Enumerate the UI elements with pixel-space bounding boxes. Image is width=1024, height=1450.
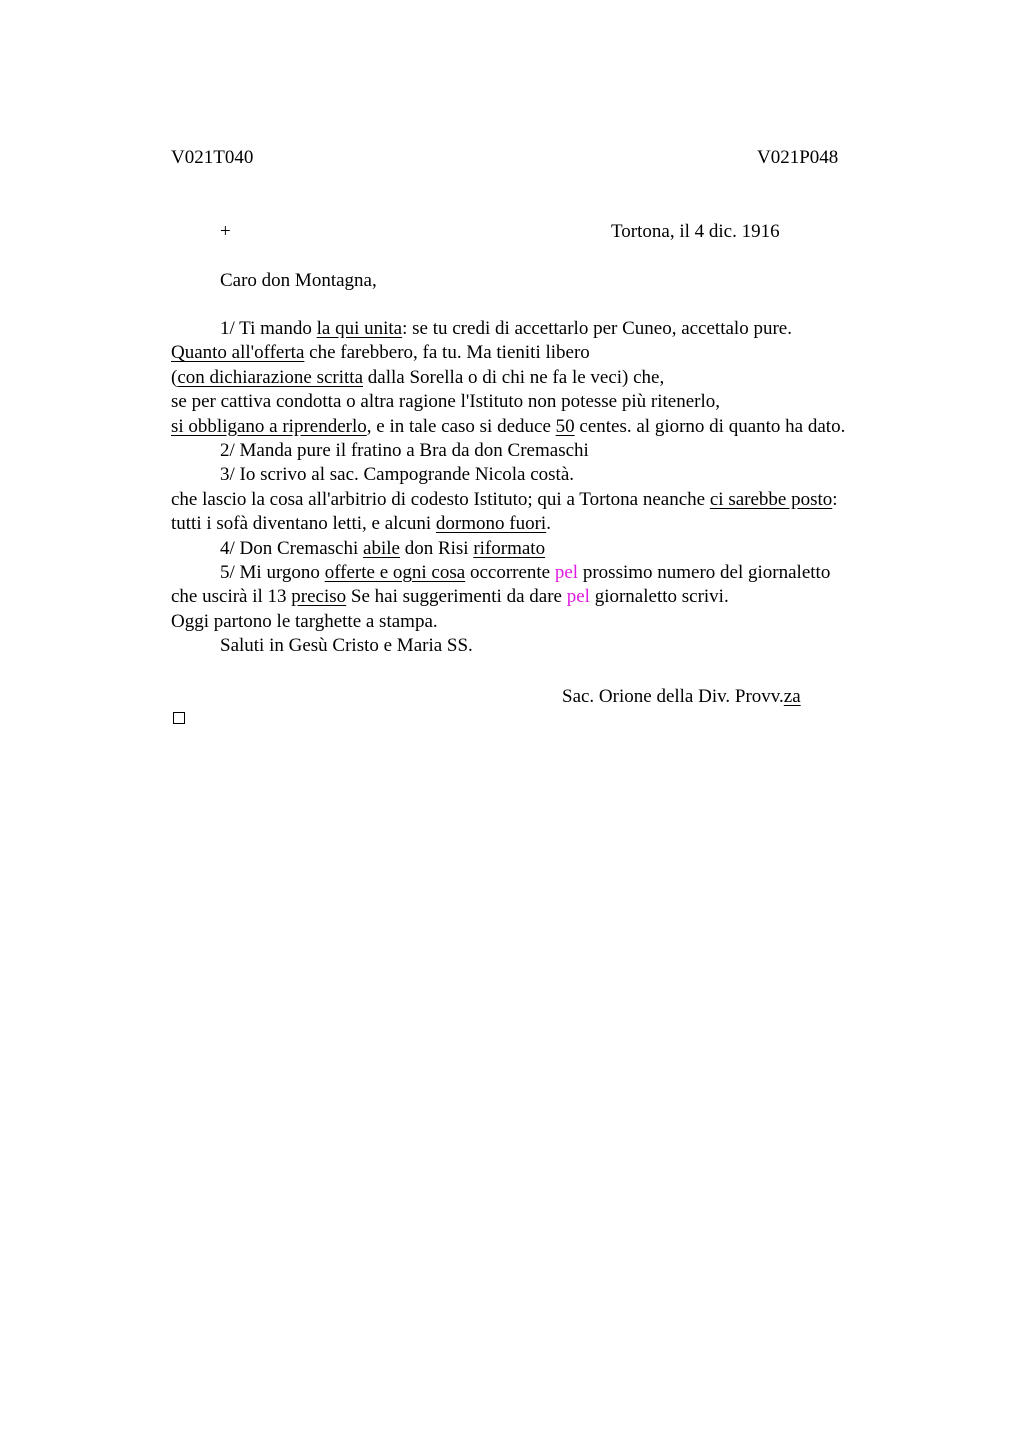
line-text: occorrente bbox=[465, 561, 555, 583]
line-text: 5/ Mi urgono bbox=[220, 561, 325, 583]
line-text: . bbox=[546, 513, 551, 535]
underlined-text: offerte e ogni cosa bbox=[324, 561, 466, 583]
line-text: che lascio la cosa all'arbitrio di codesto Istituto; qui a Tortona neanche bbox=[171, 488, 710, 510]
line-text: se per cattiva condotta o altra ragione l'Istituto non potesse più ritenerlo, bbox=[171, 391, 720, 413]
underlined-text: abile bbox=[363, 537, 400, 559]
letter-line bbox=[171, 390, 931, 414]
signature-suffix: za bbox=[783, 686, 801, 707]
document-code-right: V021P048 bbox=[757, 147, 839, 168]
line-text: Oggi partono le targhette a stampa. bbox=[171, 610, 438, 632]
line-text: 3/ Io scrivo al sac. Campogrande Nicola costà. bbox=[220, 464, 575, 486]
letter-line bbox=[171, 561, 931, 585]
line-text: : bbox=[832, 488, 838, 510]
line-text: centes. al giorno di quanto ha dato. bbox=[574, 415, 846, 437]
underlined-text: Quanto all'offerta bbox=[171, 342, 305, 364]
letter-line bbox=[171, 366, 931, 390]
underlined-text: con dichiarazione scritta bbox=[177, 366, 364, 388]
checkbox-square-icon bbox=[173, 712, 185, 724]
line-text: 1/ Ti mando bbox=[220, 318, 317, 339]
underlined-text: riformato bbox=[473, 537, 546, 559]
underlined-text: si obbligano a riprenderlo bbox=[171, 415, 367, 437]
document-code-left: V021T040 bbox=[171, 147, 254, 168]
cross-mark: + bbox=[220, 221, 231, 242]
line-text: prossimo numero del giornaletto bbox=[578, 561, 831, 583]
letter-line bbox=[171, 537, 931, 561]
line-text: che farebbero, fa tu. Ma tieniti libero bbox=[304, 342, 590, 364]
letter-line bbox=[171, 415, 931, 439]
underlined-text: 50 bbox=[555, 415, 575, 437]
highlighted-text: pel bbox=[566, 586, 590, 608]
letter-line bbox=[171, 439, 931, 463]
place-date: Tortona, il 4 dic. 1916 bbox=[611, 221, 780, 242]
letter-line bbox=[171, 488, 931, 512]
letter-line bbox=[171, 463, 931, 487]
line-text: 4/ Don Cremaschi bbox=[220, 537, 364, 559]
line-text: giornaletto scrivi. bbox=[589, 586, 729, 608]
letter-line bbox=[171, 512, 931, 536]
line-text: dalla Sorella o di chi ne fa le veci) che, bbox=[363, 366, 665, 388]
line-text: 2/ Manda pure il fratino a Bra da don Cremaschi bbox=[220, 439, 589, 461]
signature-name: Sac. Orione della Div. Provv. bbox=[562, 686, 784, 707]
letter-line bbox=[171, 317, 931, 341]
letter-line bbox=[171, 610, 931, 634]
line-text: tutti i sofà diventano letti, e alcuni bbox=[171, 513, 436, 535]
salutation: Caro don Montagna, bbox=[220, 270, 377, 291]
line-text: Se hai suggerimenti da dare bbox=[346, 586, 567, 608]
line-text: don Risi bbox=[399, 537, 474, 559]
line-text: : se tu credi di accettarlo per Cuneo, accettalo pure. bbox=[402, 318, 792, 339]
letter-body bbox=[171, 317, 931, 658]
letter-line bbox=[171, 585, 931, 609]
underlined-text: la qui unita bbox=[316, 318, 403, 339]
line-text: ( bbox=[171, 366, 178, 388]
highlighted-text: pel bbox=[554, 561, 579, 583]
underlined-text: preciso bbox=[291, 586, 347, 608]
underlined-text: dormono fuori bbox=[435, 513, 547, 535]
line-text: , e in tale caso si deduce bbox=[366, 415, 556, 437]
letter-line bbox=[171, 634, 931, 658]
line-text: che uscirà il 13 bbox=[171, 586, 292, 608]
letter-line bbox=[171, 341, 931, 365]
underlined-text: ci sarebbe posto bbox=[709, 488, 833, 510]
line-text: Saluti in Gesù Cristo e Maria SS. bbox=[220, 635, 473, 657]
signature bbox=[562, 685, 801, 709]
